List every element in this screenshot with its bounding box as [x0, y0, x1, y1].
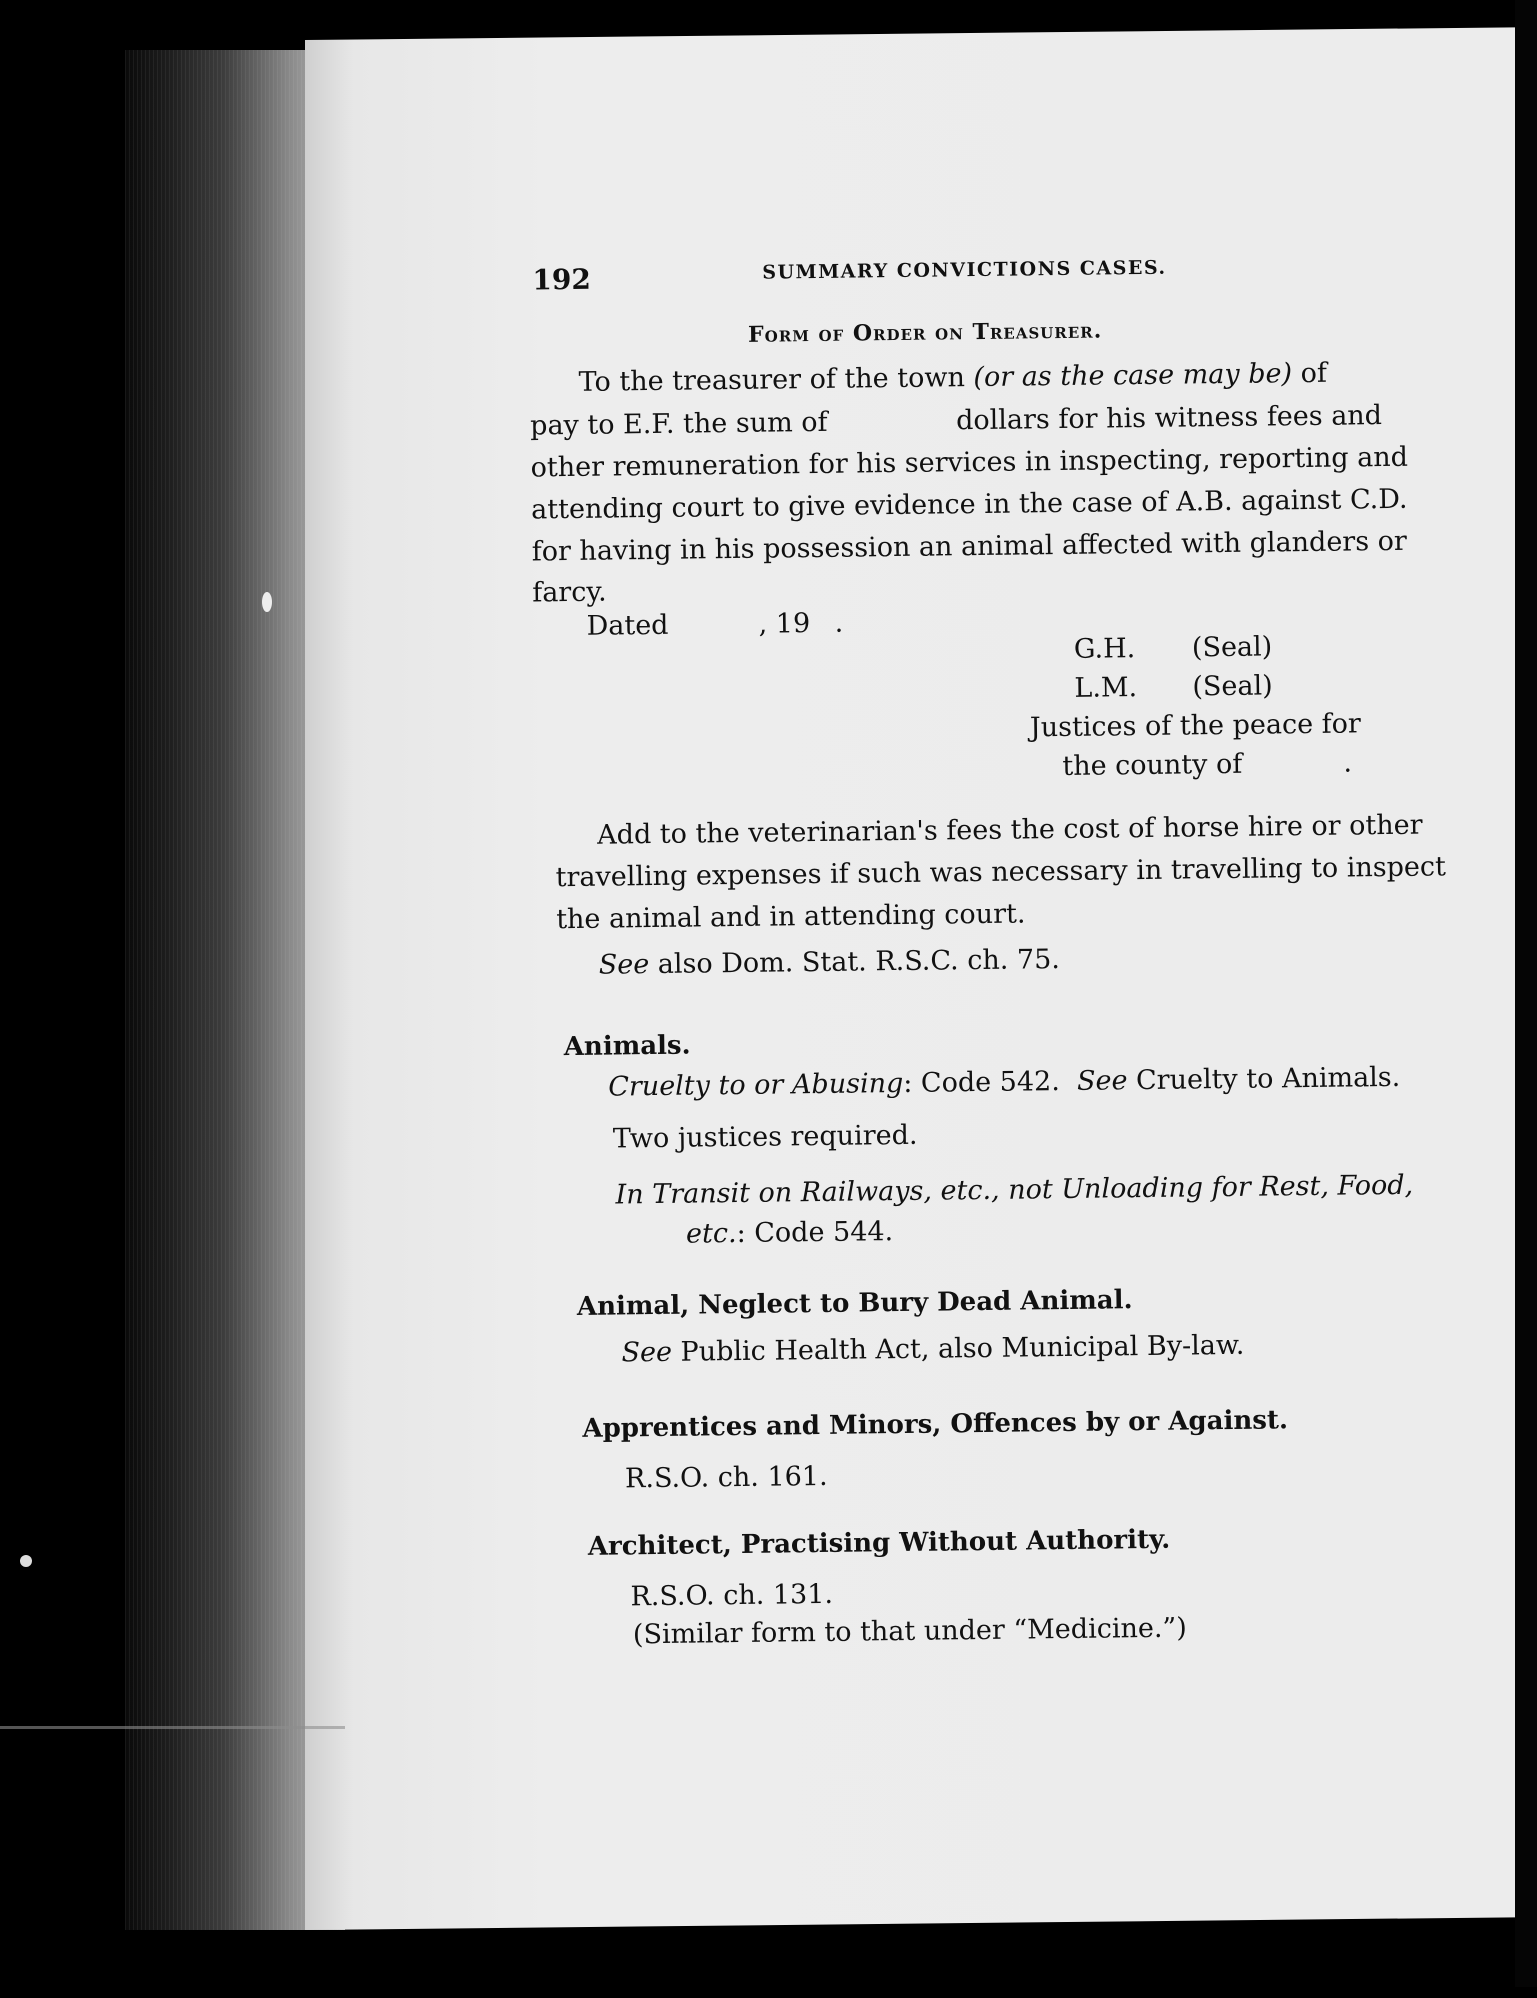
form-line-3: other remuneration for his services in inspecting, reporting and [530, 441, 1409, 484]
note-see-italic: See [598, 949, 650, 981]
justices-line-1: Justices of the peace for [1029, 708, 1361, 744]
heading-architect: Architect, Practising Without Authority. [587, 1524, 1171, 1562]
form-line-4: attending court to give evidence in the case of A.B. against C.D. [531, 483, 1408, 526]
heading-apprentices: Apprentices and Minors, Offences by or Against. [582, 1405, 1289, 1444]
heading-animals: Animals. [563, 1030, 691, 1063]
signature-1-name: G.H. [1073, 633, 1136, 665]
justices-end: . [1343, 747, 1353, 779]
form-line-6: farcy. [532, 576, 607, 609]
form-line-2b: dollars for his witness fees and [955, 400, 1383, 437]
apprentices-ref: R.S.O. ch. 161. [624, 1460, 828, 1495]
transit-italic: etc. [685, 1218, 737, 1250]
transit-line-1: In Transit on Railways, etc., not Unloading for Rest, Food, [615, 1169, 1414, 1211]
form-title: Form of Order on Treasurer. [747, 317, 1103, 348]
form-line-1-end: of [1291, 357, 1328, 390]
cruelty-code: : Code 542. [903, 1066, 1061, 1099]
note-line-3: the animal and in attending court. [556, 898, 1026, 936]
note-see-text: also Dom. Stat. R.S.C. ch. 75. [649, 944, 1061, 981]
transit-line-2 [686, 1218, 893, 1248]
transit-code: : Code 544. [736, 1216, 894, 1250]
form-line-1-text: To the treasurer of the town [578, 362, 974, 398]
note-line-2: travelling expenses if such was necessary in travelling to inspect [555, 851, 1447, 894]
architect-note: (Similar form to that under “Medicine.”) [632, 1612, 1187, 1651]
form-line-5: for having in his possession an animal affected with glanders or [531, 525, 1408, 568]
note-line-1: Add to the veterinarian's fees the cost of horse hire or other [596, 809, 1423, 851]
form-line-1 [578, 357, 1328, 398]
heading-bury-dead-animal: Animal, Neglect to Bury Dead Animal. [576, 1285, 1133, 1322]
justices-line-2: the county of [1062, 748, 1243, 783]
bury-see-italic: See [621, 1336, 673, 1369]
bury-see-text: Public Health Act, also Municipal By-law. [671, 1329, 1245, 1368]
cruelty-line [608, 1061, 1401, 1103]
signature-1-seal: (Seal) [1191, 631, 1273, 664]
dated-label: Dated [586, 609, 669, 642]
note-see-also [599, 946, 1060, 979]
running-title: SUMMARY CONVICTIONS CASES. [762, 256, 1167, 284]
form-line-2a: pay to E.F. the sum of [529, 406, 828, 442]
two-justices-line: Two justices required. [612, 1119, 918, 1155]
dated-end: . [834, 607, 844, 639]
architect-ref: R.S.O. ch. 131. [630, 1578, 834, 1613]
page-number: 192 [532, 262, 592, 297]
signature-2-seal: (Seal) [1192, 670, 1273, 703]
form-line-1-italic: (or as the case may be) [973, 358, 1293, 394]
cruelty-see-text: Cruelty to Animals. [1127, 1061, 1401, 1097]
dated-year: , 19 [758, 608, 811, 640]
bury-see-line [621, 1329, 1245, 1369]
signature-2-name: L.M. [1074, 672, 1138, 704]
cruelty-italic: Cruelty to or Abusing [608, 1067, 904, 1103]
cruelty-see-italic: See [1076, 1065, 1128, 1097]
